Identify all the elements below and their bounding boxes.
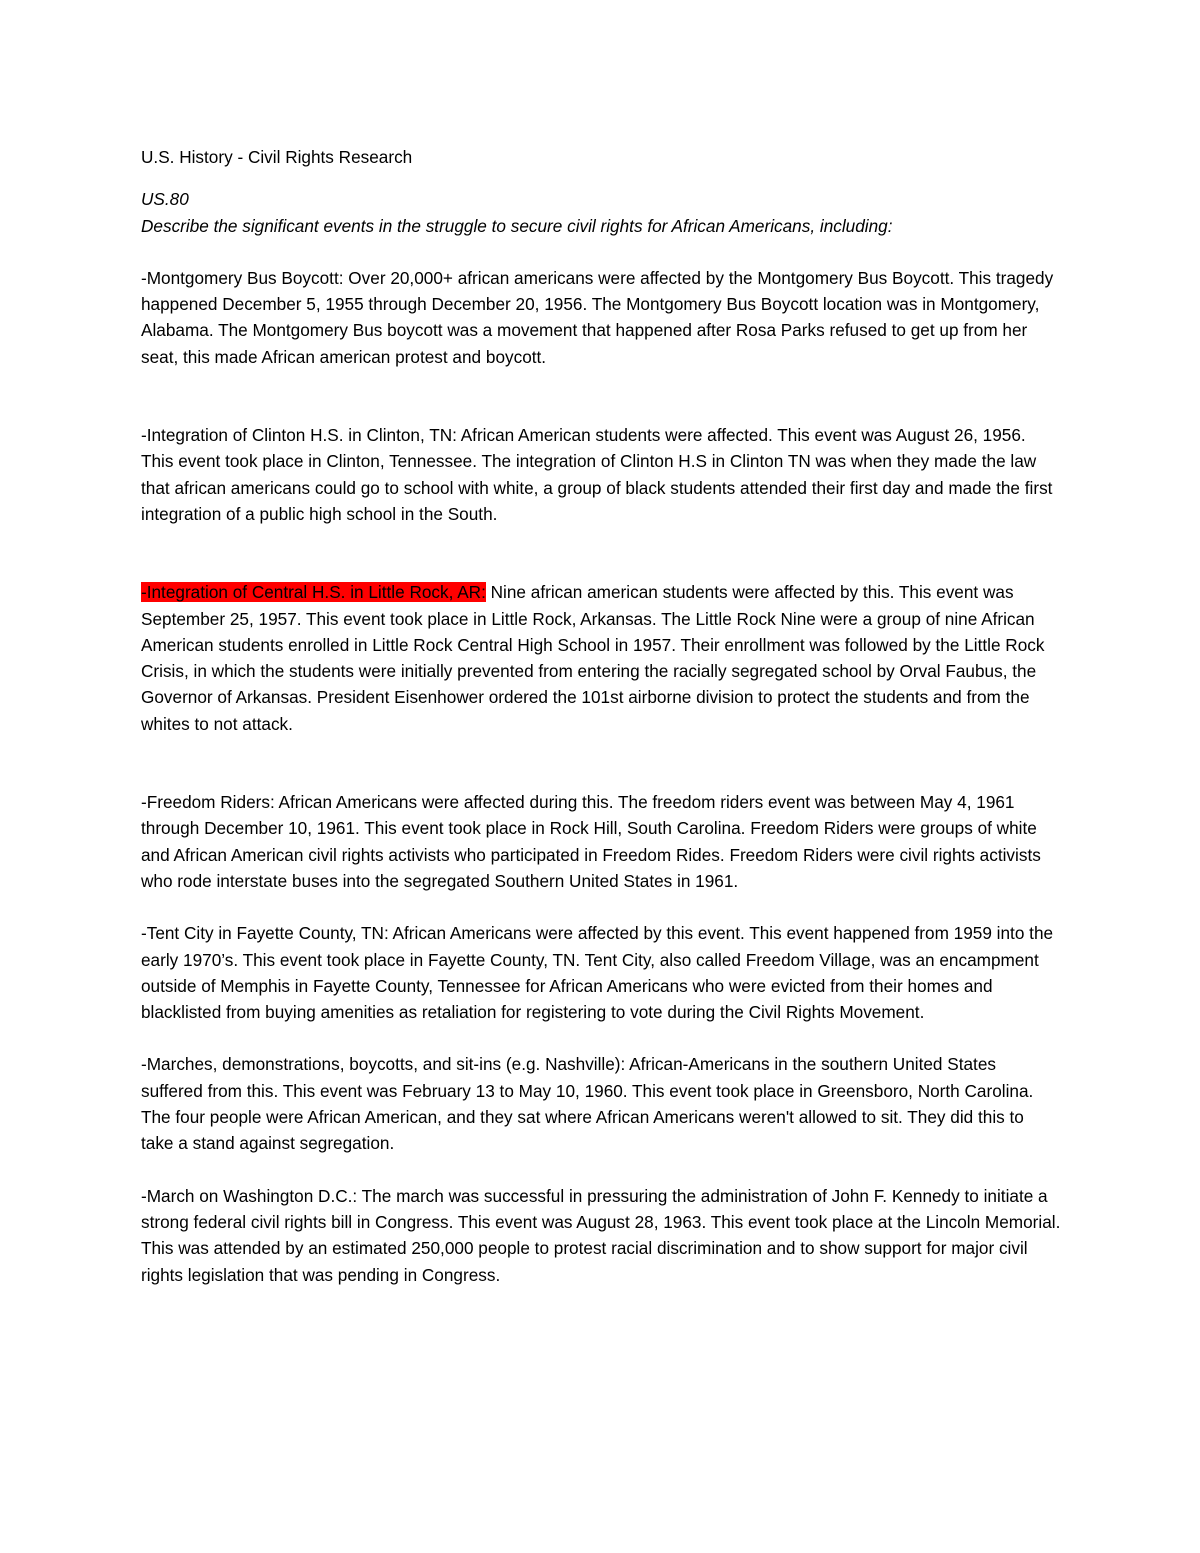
section-body: African American students were affected. This event was August 26, 1956. This event took place in Clinton, Tennessee. The integration of Clinton H.S in Clinton TN was when they made the law that african americans could go to school with white, a group of black students attended their first day and made the first integration of a public high school in the South.	[141, 425, 1053, 524]
section-central-hs-integration	[141, 579, 1061, 737]
section-heading: -Tent City in Fayette County, TN:	[141, 923, 389, 944]
document-title: U.S. History - Civil Rights Research	[141, 147, 413, 167]
standard-code: US.80	[141, 189, 189, 210]
section-clinton-integration	[141, 422, 1061, 527]
section-heading: -March on Washington D.C.:	[141, 1185, 358, 1206]
section-body: The march was successful in pressuring the administration of John F. Kennedy to initiate a strong federal civil rights bill in Congress. This event was August 28, 1963. This event took place at the Lincoln Memorial. This was attended by an estimated 250,000 people to protest racial discrimination and to show support for major civil rights legislation that was pending in Congress.	[141, 1185, 1061, 1285]
section-montgomery-bus-boycott	[141, 265, 1061, 370]
section-body: Over 20,000+ african americans were affected by the Montgomery Bus Boycott. This tragedy happened December 5, 1955 through December 20, 1956. The Montgomery Bus Boycott location was in Montgomery, Alabama. The Montgomery Bus boycott was a movement that happened after Rosa Parks refused to get up from her seat, this made African american protest and boycott.	[141, 267, 1054, 367]
section-heading: -Marches, demonstrations, boycotts, and sit-ins (e.g. Nashville):	[141, 1054, 626, 1075]
section-heading: -Integration of Clinton H.S. in Clinton, TN:	[141, 425, 457, 446]
section-body: African Americans were affected during this. The freedom riders event was between May 4, 1961 through December 10, 1961. This event took place in Rock Hill, South Carolina. Freedom Riders were groups of white and African American civil rights activists who participated in Freedom Rides. Freedom Riders were civil rights activists who rode interstate buses into the segregated Southern United States in 1961.	[141, 792, 1041, 891]
section-body: African-Americans in the southern United States suffered from this. This event was February 13 to May 10, 1960. This event took place in Greensboro, North Carolina. The four people were African American, and they sat where African Americans weren't allowed to sit. They did this to take a stand against segregation.	[141, 1054, 1034, 1154]
document-body	[141, 144, 1061, 1288]
section-heading: -Montgomery Bus Boycott:	[141, 267, 344, 288]
section-freedom-riders	[141, 789, 1061, 894]
standard-objective: Describe the significant events in the struggle to secure civil rights for African Americans, including:	[141, 215, 893, 236]
section-tent-city	[141, 920, 1061, 1025]
section-heading: -Freedom Riders:	[141, 792, 275, 813]
section-marches-sit-ins	[141, 1051, 1061, 1156]
section-march-on-washington	[141, 1183, 1061, 1288]
highlighted-section-heading: -Integration of Central H.S. in Little Rock, AR:	[141, 582, 486, 603]
section-body: Nine african american students were affected by this. This event was September 25, 1957. This event took place in Little Rock, Arkansas. The Little Rock Nine were a group of nine African American students enrolled in Little Rock Central High School in 1957. Their enrollment was followed by the Little Rock Crisis, in which the students were initially prevented from entering the racially segregated school by Orval Faubus, the Governor of Arkansas. President Eisenhower ordered the 101st airborne division to protect the students and from the whites to not attack.	[141, 582, 1045, 734]
section-body: African Americans were affected by this event. This event happened from 1959 into the early 1970’s. This event took place in Fayette County, TN. Tent City, also called Freedom Village, was an encampment outside of Memphis in Fayette County, Tennessee for African Americans who were evicted from their homes and blacklisted from buying amenities as retaliation for registering to vote during the Civil Rights Movement.	[141, 923, 1054, 1023]
